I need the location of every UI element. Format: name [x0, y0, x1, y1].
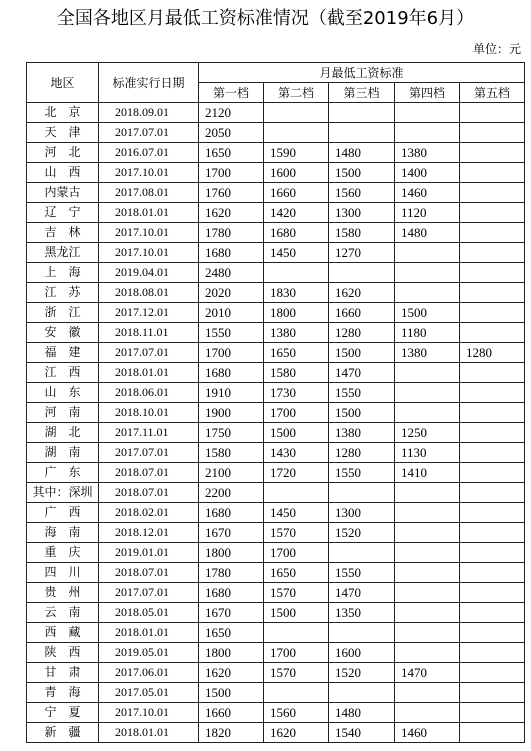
cell-region: 湖 南 — [27, 443, 99, 463]
table-row — [27, 423, 525, 443]
table-row — [27, 403, 525, 423]
table-row — [27, 383, 525, 403]
cell-tier-5 — [460, 403, 525, 423]
table-row — [27, 623, 525, 643]
cell-tier-4: 1180 — [395, 323, 460, 343]
cell-tier-3: 1500 — [329, 343, 395, 363]
cell-tier-5 — [460, 123, 525, 143]
cell-date: 2017.05.01 — [99, 683, 199, 703]
cell-tier-2: 1720 — [264, 463, 329, 483]
cell-tier-5 — [460, 223, 525, 243]
cell-tier-4 — [395, 263, 460, 283]
cell-region: 江 西 — [27, 363, 99, 383]
cell-tier-1: 1680 — [199, 363, 264, 383]
cell-region: 广 西 — [27, 503, 99, 523]
cell-tier-1: 1700 — [199, 163, 264, 183]
cell-date: 2017.10.01 — [99, 163, 199, 183]
header-date: 标准实行日期 — [99, 63, 199, 103]
cell-tier-2: 1560 — [264, 703, 329, 723]
cell-region: 宁 夏 — [27, 703, 99, 723]
cell-tier-1: 1620 — [199, 663, 264, 683]
cell-tier-3: 1480 — [329, 143, 395, 163]
cell-tier-5 — [460, 303, 525, 323]
cell-tier-1: 1900 — [199, 403, 264, 423]
cell-date: 2018.01.01 — [99, 363, 199, 383]
cell-tier-1: 1650 — [199, 143, 264, 163]
cell-date: 2018.06.01 — [99, 383, 199, 403]
cell-tier-5 — [460, 643, 525, 663]
cell-tier-3: 1560 — [329, 183, 395, 203]
cell-tier-4: 1380 — [395, 143, 460, 163]
cell-region: 海 南 — [27, 523, 99, 543]
cell-tier-5 — [460, 683, 525, 703]
cell-tier-1: 2200 — [199, 483, 264, 503]
cell-region: 浙 江 — [27, 303, 99, 323]
cell-region: 黑龙江 — [27, 243, 99, 263]
table-row — [27, 243, 525, 263]
cell-region: 山 东 — [27, 383, 99, 403]
cell-tier-5 — [460, 623, 525, 643]
cell-tier-4 — [395, 623, 460, 643]
cell-tier-5 — [460, 363, 525, 383]
cell-tier-2: 1420 — [264, 203, 329, 223]
cell-tier-3: 1300 — [329, 503, 395, 523]
header-tier-5: 第五档 — [460, 83, 525, 103]
cell-date: 2019.01.01 — [99, 543, 199, 563]
cell-date: 2018.01.01 — [99, 723, 199, 743]
cell-tier-1: 1680 — [199, 503, 264, 523]
cell-region: 天 津 — [27, 123, 99, 143]
cell-tier-5 — [460, 563, 525, 583]
table-header — [27, 63, 525, 103]
table-row — [27, 223, 525, 243]
cell-tier-1: 1750 — [199, 423, 264, 443]
cell-region: 安 徽 — [27, 323, 99, 343]
cell-date: 2017.06.01 — [99, 663, 199, 683]
cell-tier-1: 2050 — [199, 123, 264, 143]
cell-tier-4 — [395, 503, 460, 523]
cell-tier-3: 1550 — [329, 563, 395, 583]
cell-tier-1: 1670 — [199, 523, 264, 543]
cell-region: 山 西 — [27, 163, 99, 183]
cell-tier-5 — [460, 543, 525, 563]
cell-tier-2: 1450 — [264, 243, 329, 263]
cell-region: 广 东 — [27, 463, 99, 483]
cell-tier-5 — [460, 283, 525, 303]
cell-tier-3: 1280 — [329, 323, 395, 343]
cell-tier-5 — [460, 523, 525, 543]
cell-tier-3 — [329, 543, 395, 563]
cell-region: 福 建 — [27, 343, 99, 363]
header-tier-2: 第二档 — [264, 83, 329, 103]
cell-tier-4 — [395, 483, 460, 503]
table-row — [27, 703, 525, 723]
cell-date: 2018.01.01 — [99, 623, 199, 643]
cell-tier-4: 1120 — [395, 203, 460, 223]
cell-tier-1: 1660 — [199, 703, 264, 723]
cell-tier-2 — [264, 483, 329, 503]
cell-date: 2018.01.01 — [99, 203, 199, 223]
cell-tier-1: 1500 — [199, 683, 264, 703]
cell-tier-4: 1400 — [395, 163, 460, 183]
cell-tier-2: 1500 — [264, 603, 329, 623]
cell-tier-5 — [460, 323, 525, 343]
cell-tier-4 — [395, 643, 460, 663]
cell-tier-3 — [329, 263, 395, 283]
cell-tier-2: 1590 — [264, 143, 329, 163]
cell-tier-3: 1520 — [329, 523, 395, 543]
cell-tier-2: 1680 — [264, 223, 329, 243]
cell-region: 重 庆 — [27, 543, 99, 563]
cell-date: 2017.07.01 — [99, 123, 199, 143]
cell-tier-4 — [395, 243, 460, 263]
cell-tier-1: 1580 — [199, 443, 264, 463]
table-row — [27, 563, 525, 583]
cell-tier-1: 2020 — [199, 283, 264, 303]
cell-tier-4: 1470 — [395, 663, 460, 683]
cell-tier-3: 1470 — [329, 363, 395, 383]
cell-date: 2018.07.01 — [99, 483, 199, 503]
cell-date: 2017.07.01 — [99, 583, 199, 603]
cell-region: 内蒙古 — [27, 183, 99, 203]
cell-region: 其中：深圳 — [27, 483, 99, 503]
cell-tier-5 — [460, 583, 525, 603]
cell-date: 2018.08.01 — [99, 283, 199, 303]
cell-tier-3: 1660 — [329, 303, 395, 323]
header-tier-1: 第一档 — [199, 83, 264, 103]
cell-tier-3 — [329, 103, 395, 123]
cell-tier-5 — [460, 663, 525, 683]
cell-tier-4: 1480 — [395, 223, 460, 243]
cell-date: 2017.07.01 — [99, 443, 199, 463]
cell-tier-4 — [395, 283, 460, 303]
cell-region: 河 南 — [27, 403, 99, 423]
cell-tier-3 — [329, 483, 395, 503]
cell-tier-2: 1660 — [264, 183, 329, 203]
table-row — [27, 683, 525, 703]
cell-region: 新 疆 — [27, 723, 99, 743]
cell-tier-3: 1580 — [329, 223, 395, 243]
cell-tier-4: 1380 — [395, 343, 460, 363]
cell-tier-3 — [329, 623, 395, 643]
cell-tier-5 — [460, 423, 525, 443]
cell-tier-5 — [460, 203, 525, 223]
cell-tier-5 — [460, 263, 525, 283]
cell-date: 2017.12.01 — [99, 303, 199, 323]
table-row — [27, 543, 525, 563]
cell-tier-3 — [329, 123, 395, 143]
table-row — [27, 203, 525, 223]
cell-date: 2016.07.01 — [99, 143, 199, 163]
cell-region: 西 藏 — [27, 623, 99, 643]
header-group: 月最低工资标准 — [199, 63, 525, 83]
table-row — [27, 363, 525, 383]
cell-tier-1: 1680 — [199, 583, 264, 603]
cell-tier-1: 2480 — [199, 263, 264, 283]
cell-tier-3 — [329, 683, 395, 703]
table-row — [27, 483, 525, 503]
cell-region: 青 海 — [27, 683, 99, 703]
min-wage-table — [26, 62, 525, 743]
table-row — [27, 283, 525, 303]
cell-tier-3: 1600 — [329, 643, 395, 663]
cell-tier-5 — [460, 723, 525, 743]
cell-tier-1: 2100 — [199, 463, 264, 483]
table-row — [27, 143, 525, 163]
table-row — [27, 583, 525, 603]
cell-tier-1: 1550 — [199, 323, 264, 343]
cell-tier-3: 1270 — [329, 243, 395, 263]
cell-tier-1: 1780 — [199, 223, 264, 243]
cell-tier-1: 1760 — [199, 183, 264, 203]
cell-tier-2 — [264, 683, 329, 703]
cell-date: 2018.02.01 — [99, 503, 199, 523]
cell-tier-2: 1700 — [264, 403, 329, 423]
table-row — [27, 523, 525, 543]
cell-tier-2: 1380 — [264, 323, 329, 343]
table-row — [27, 183, 525, 203]
cell-tier-2: 1700 — [264, 543, 329, 563]
cell-tier-2: 1570 — [264, 663, 329, 683]
table-row — [27, 663, 525, 683]
cell-tier-4: 1250 — [395, 423, 460, 443]
cell-tier-4: 1460 — [395, 723, 460, 743]
cell-tier-2: 1570 — [264, 583, 329, 603]
cell-region: 湖 北 — [27, 423, 99, 443]
cell-tier-1: 1910 — [199, 383, 264, 403]
cell-tier-4: 1460 — [395, 183, 460, 203]
table-row — [27, 463, 525, 483]
cell-tier-5 — [460, 483, 525, 503]
table-row — [27, 123, 525, 143]
table-row — [27, 443, 525, 463]
cell-tier-1: 1620 — [199, 203, 264, 223]
table-row — [27, 503, 525, 523]
cell-tier-4 — [395, 383, 460, 403]
table-row — [27, 343, 525, 363]
cell-tier-4 — [395, 123, 460, 143]
table-body — [27, 103, 525, 743]
cell-date: 2017.10.01 — [99, 703, 199, 723]
cell-tier-4 — [395, 403, 460, 423]
cell-tier-4 — [395, 703, 460, 723]
cell-region: 甘 肃 — [27, 663, 99, 683]
cell-tier-2: 1830 — [264, 283, 329, 303]
cell-tier-2: 1600 — [264, 163, 329, 183]
cell-tier-3: 1280 — [329, 443, 395, 463]
cell-tier-4 — [395, 563, 460, 583]
cell-region: 上 海 — [27, 263, 99, 283]
cell-tier-3: 1380 — [329, 423, 395, 443]
cell-region: 陕 西 — [27, 643, 99, 663]
cell-tier-3: 1300 — [329, 203, 395, 223]
cell-date: 2017.10.01 — [99, 223, 199, 243]
cell-tier-2: 1800 — [264, 303, 329, 323]
cell-tier-2 — [264, 123, 329, 143]
cell-tier-4 — [395, 543, 460, 563]
cell-tier-1: 1700 — [199, 343, 264, 363]
cell-tier-5 — [460, 503, 525, 523]
cell-tier-4 — [395, 683, 460, 703]
cell-region: 江 苏 — [27, 283, 99, 303]
cell-tier-5 — [460, 163, 525, 183]
cell-region: 吉 林 — [27, 223, 99, 243]
cell-tier-3: 1620 — [329, 283, 395, 303]
cell-tier-1: 1820 — [199, 723, 264, 743]
cell-tier-3: 1550 — [329, 383, 395, 403]
cell-tier-2: 1450 — [264, 503, 329, 523]
cell-region: 云 南 — [27, 603, 99, 623]
table-row — [27, 303, 525, 323]
cell-tier-1: 1800 — [199, 643, 264, 663]
table-row — [27, 263, 525, 283]
cell-tier-1: 1680 — [199, 243, 264, 263]
cell-tier-5 — [460, 443, 525, 463]
cell-tier-1: 1670 — [199, 603, 264, 623]
cell-tier-2: 1580 — [264, 363, 329, 383]
cell-tier-4 — [395, 603, 460, 623]
cell-tier-2: 1570 — [264, 523, 329, 543]
cell-tier-3: 1480 — [329, 703, 395, 723]
cell-date: 2018.07.01 — [99, 463, 199, 483]
cell-date: 2017.07.01 — [99, 343, 199, 363]
cell-tier-1: 1800 — [199, 543, 264, 563]
cell-tier-5 — [460, 703, 525, 723]
cell-tier-2: 1700 — [264, 643, 329, 663]
cell-tier-5 — [460, 603, 525, 623]
cell-date: 2018.05.01 — [99, 603, 199, 623]
cell-tier-2: 1500 — [264, 423, 329, 443]
cell-tier-2: 1620 — [264, 723, 329, 743]
cell-tier-3: 1550 — [329, 463, 395, 483]
cell-tier-4 — [395, 583, 460, 603]
cell-tier-2 — [264, 623, 329, 643]
header-region: 地区 — [27, 63, 99, 103]
cell-tier-5: 1280 — [460, 343, 525, 363]
cell-date: 2017.11.01 — [99, 423, 199, 443]
cell-tier-2 — [264, 103, 329, 123]
cell-date: 2017.10.01 — [99, 243, 199, 263]
cell-tier-2: 1430 — [264, 443, 329, 463]
cell-date: 2019.05.01 — [99, 643, 199, 663]
cell-tier-3: 1470 — [329, 583, 395, 603]
cell-tier-4: 1410 — [395, 463, 460, 483]
page-title: 全国各地区月最低工资标准情况（截至2019年6月） — [56, 8, 475, 29]
cell-tier-4: 1500 — [395, 303, 460, 323]
table-row — [27, 643, 525, 663]
table-row — [27, 163, 525, 183]
cell-date: 2018.09.01 — [99, 103, 199, 123]
cell-date: 2018.10.01 — [99, 403, 199, 423]
cell-tier-4 — [395, 103, 460, 123]
cell-date: 2018.11.01 — [99, 323, 199, 343]
cell-tier-5 — [460, 103, 525, 123]
cell-tier-4 — [395, 363, 460, 383]
cell-tier-5 — [460, 243, 525, 263]
cell-tier-5 — [460, 383, 525, 403]
table-row — [27, 103, 525, 123]
table-row — [27, 723, 525, 743]
cell-tier-3: 1500 — [329, 403, 395, 423]
cell-region: 四 川 — [27, 563, 99, 583]
cell-date: 2018.12.01 — [99, 523, 199, 543]
cell-tier-5 — [460, 143, 525, 163]
cell-tier-5 — [460, 463, 525, 483]
cell-tier-4: 1130 — [395, 443, 460, 463]
cell-tier-4 — [395, 523, 460, 543]
cell-tier-2: 1650 — [264, 343, 329, 363]
cell-tier-1: 1650 — [199, 623, 264, 643]
cell-tier-3: 1350 — [329, 603, 395, 623]
cell-tier-2: 1730 — [264, 383, 329, 403]
cell-tier-3: 1520 — [329, 663, 395, 683]
cell-region: 北 京 — [27, 103, 99, 123]
cell-region: 贵 州 — [27, 583, 99, 603]
cell-tier-3: 1500 — [329, 163, 395, 183]
cell-date: 2019.04.01 — [99, 263, 199, 283]
header-tier-3: 第三档 — [329, 83, 395, 103]
cell-tier-3: 1540 — [329, 723, 395, 743]
cell-tier-1: 1780 — [199, 563, 264, 583]
cell-region: 河 北 — [27, 143, 99, 163]
cell-tier-1: 2120 — [199, 103, 264, 123]
cell-tier-5 — [460, 183, 525, 203]
table-row — [27, 323, 525, 343]
cell-tier-1: 2010 — [199, 303, 264, 323]
cell-tier-2: 1650 — [264, 563, 329, 583]
table-row — [27, 603, 525, 623]
cell-tier-2 — [264, 263, 329, 283]
cell-date: 2018.07.01 — [99, 563, 199, 583]
header-tier-4: 第四档 — [395, 83, 460, 103]
unit-label: 单位：元 — [472, 42, 521, 56]
cell-date: 2017.08.01 — [99, 183, 199, 203]
cell-region: 辽 宁 — [27, 203, 99, 223]
